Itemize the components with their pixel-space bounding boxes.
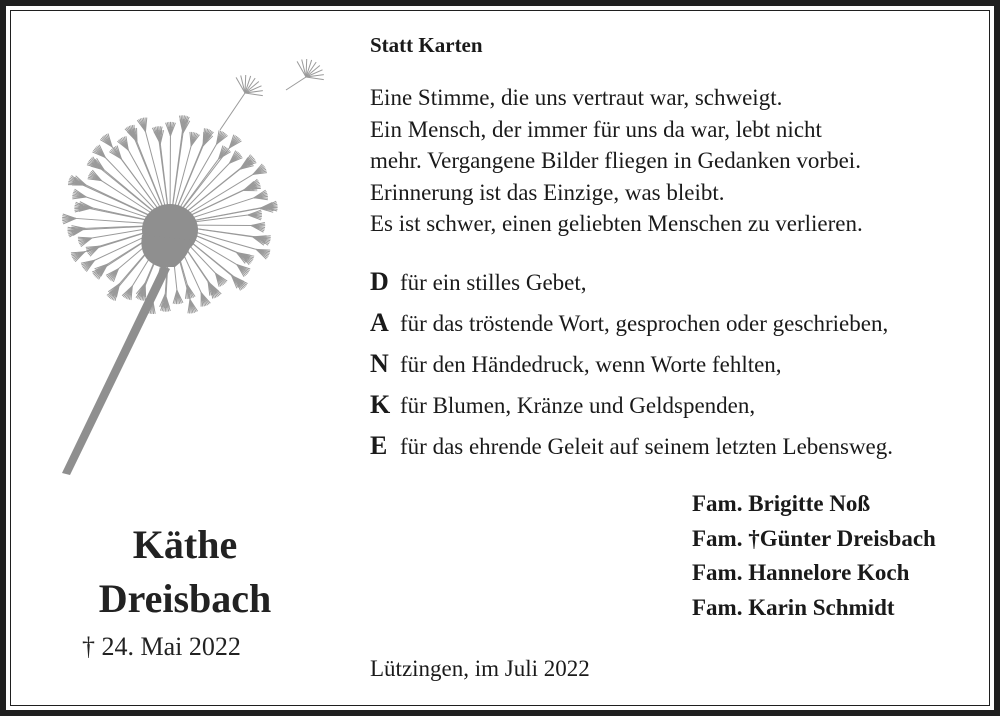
deceased-last-name: Dreisbach: [98, 576, 272, 621]
danke-text: für Blumen, Kränze und Geldspenden,: [400, 393, 756, 418]
family-signatures: [692, 487, 936, 625]
family-name: Fam. †Günter Dreisbach: [692, 525, 936, 551]
danke-letter: N: [370, 349, 389, 378]
family-name: Fam. Hannelore Koch: [692, 560, 910, 585]
deceased-name: [60, 518, 310, 626]
danke-text: für das tröstende Wort, gesprochen oder geschrieben,: [400, 311, 889, 336]
dandelion-icon: [40, 55, 340, 485]
danke-letter: E: [370, 431, 388, 460]
danke-text: für ein stilles Gebet,: [400, 270, 587, 295]
poem-line: Erinnerung ist das Einzige, was bleibt.: [370, 179, 725, 205]
danke-row: [370, 390, 893, 431]
poem-line: Eine Stimme, die uns vertraut war, schweigt.: [370, 85, 783, 110]
family-name: Fam. Brigitte Noß: [692, 491, 871, 516]
danke-text: für das ehrende Geleit auf seinem letzten Lebensweg.: [400, 434, 894, 459]
poem-line: Ein Mensch, der immer für uns da war, lebt nicht: [370, 116, 822, 142]
danke-letter: D: [370, 267, 389, 296]
poem: [370, 82, 863, 240]
poem-line: mehr. Vergangene Bilder fliegen in Gedanken vorbei.: [370, 148, 861, 173]
heading: Statt Karten: [370, 33, 483, 57]
death-date: † 24. Mai 2022: [82, 632, 241, 661]
danke-acrostic: [370, 267, 893, 472]
danke-letter: A: [370, 308, 389, 337]
danke-row: [370, 349, 893, 390]
place-date: Lützingen, im Juli 2022: [370, 656, 590, 681]
danke-letter: K: [370, 390, 391, 419]
family-name: Fam. Karin Schmidt: [692, 594, 895, 620]
danke-row: [370, 308, 893, 349]
poem-line: Es ist schwer, einen geliebten Menschen zu verlieren.: [370, 211, 863, 236]
danke-text: für den Händedruck, wenn Worte fehlten,: [400, 352, 782, 377]
danke-row: [370, 267, 893, 308]
danke-row: [370, 431, 893, 472]
deceased-first-name: Käthe: [132, 522, 238, 567]
